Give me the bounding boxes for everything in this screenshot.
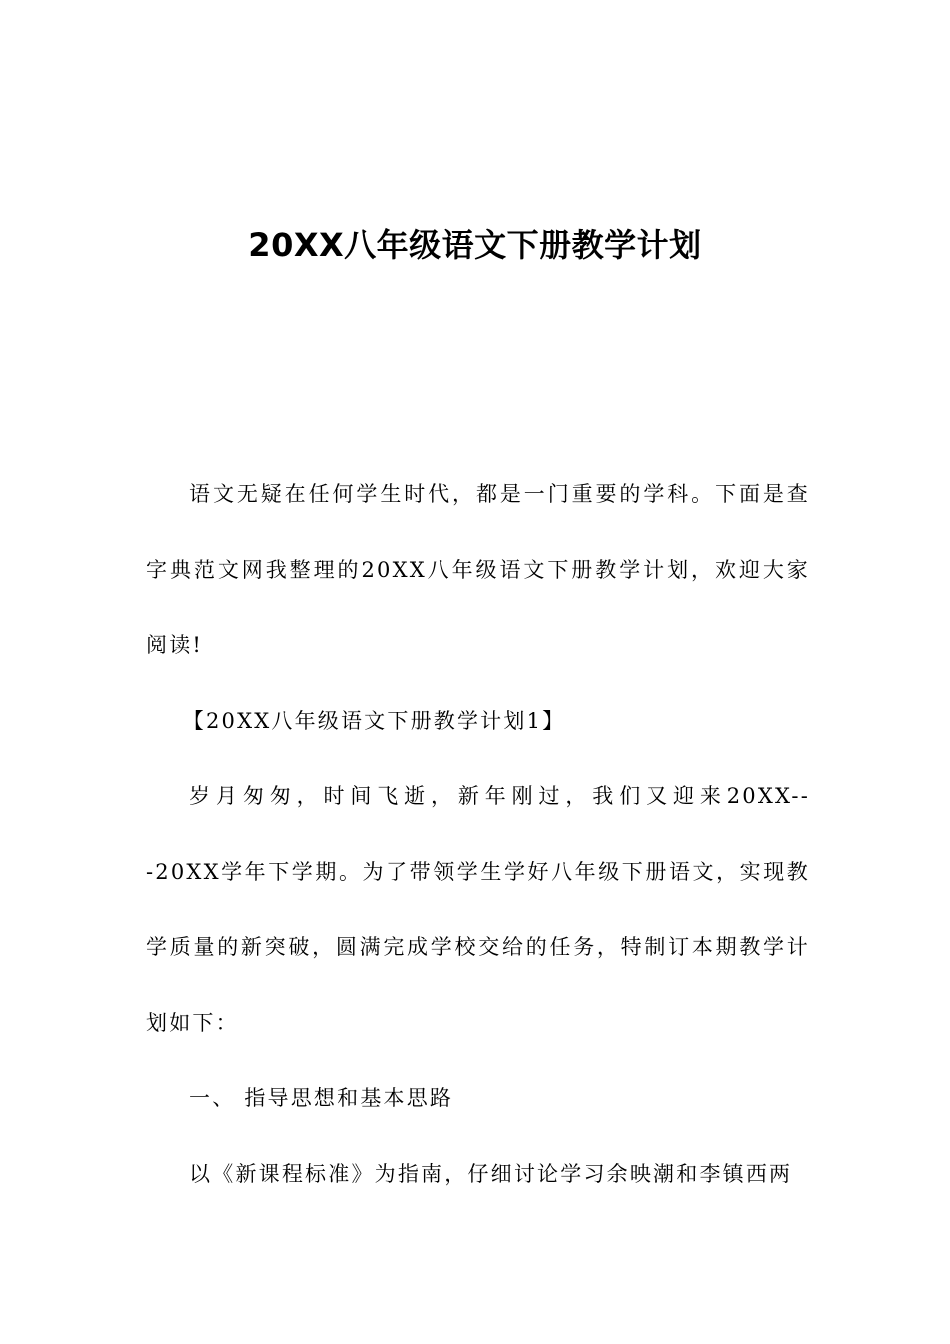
intro-paragraph: 语文无疑在任何学生时代，都是一门重要的学科。下面是查字典范文网我整理的20XX八年级语文下册教学计划，欢迎大家阅读! [146,482,810,657]
plan-intro-paragraph: 岁月匆匆，时间飞逝，新年刚过，我们又迎来20XX---20XX学年下学期。为了带领学生学好八年级下册语文，实现教学质量的新突破，圆满完成学校交给的任务，特制订本期教学计划如下： [146,784,810,1035]
section-heading-plan-1: 【20XX八年级语文下册教学计划1】 [182,708,566,733]
document-body [146,457,810,1212]
section-heading-guiding-ideas: 一、 指导思想和基本思路 [189,1086,454,1110]
document-title: 20XX八年级语文下册教学计划 [248,226,702,264]
guiding-ideas-paragraph: 以《新课程标准》为指南，仔细讨论学习余映潮和李镇西两 [189,1161,793,1186]
